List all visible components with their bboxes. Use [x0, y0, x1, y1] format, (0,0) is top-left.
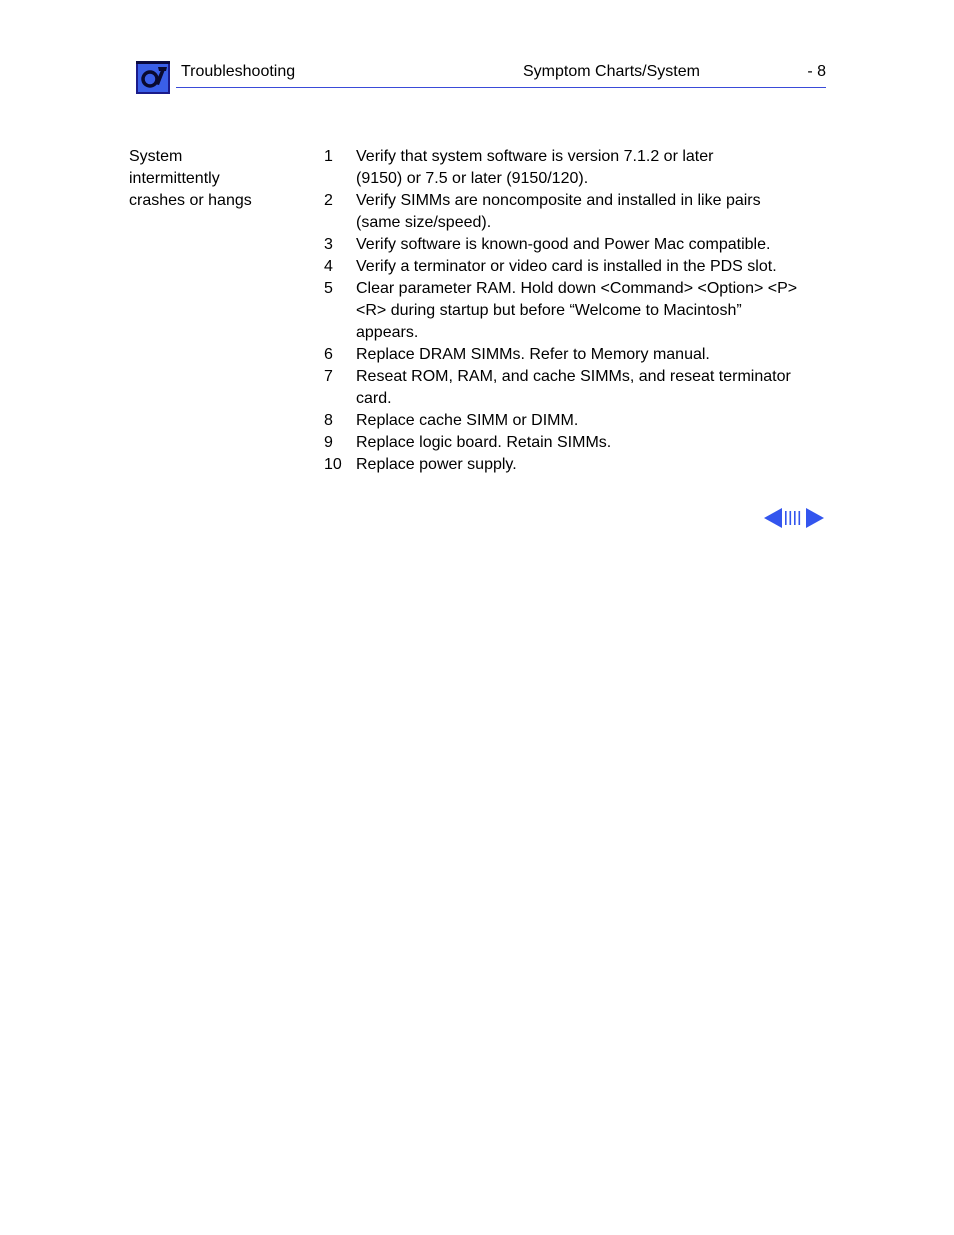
- step-number: 7: [324, 368, 333, 385]
- step-2: [324, 190, 834, 234]
- step-number: 3: [324, 236, 333, 253]
- triangle-left-icon[interactable]: [763, 507, 783, 529]
- step-9: [324, 432, 834, 454]
- step-text: Clear parameter RAM. Hold down <Command> <Option> <P> <R> during startup but before “Welcome to Macintosh” appears.: [356, 280, 798, 341]
- section-title: Troubleshooting: [181, 63, 296, 80]
- step-number: 2: [324, 192, 333, 209]
- step-text: Reseat ROM, RAM, and cache SIMMs, and reseat terminator card.: [356, 368, 791, 407]
- page-number: - 8: [807, 63, 826, 80]
- step-6: [324, 344, 834, 366]
- step-10: [324, 454, 834, 476]
- header-rule: [176, 87, 826, 88]
- step-3: [324, 234, 834, 256]
- step-number: 1: [324, 148, 333, 165]
- step-1: [324, 146, 834, 190]
- chapter-title: Symptom Charts/System: [523, 63, 700, 80]
- step-text: Replace power supply.: [356, 456, 517, 473]
- step-4: [324, 256, 834, 278]
- step-8: [324, 410, 834, 432]
- step-number: 8: [324, 412, 333, 429]
- step-7: [324, 366, 834, 410]
- page-navigation: [763, 507, 825, 529]
- symptom-label: System intermittently crashes or hangs: [129, 148, 252, 209]
- step-number: 4: [324, 258, 333, 275]
- step-text: Verify software is known-good and Power Mac compatible.: [356, 236, 771, 253]
- step-text: Verify that system software is version 7.1.2 or later (9150) or 7.5 or later (9150/120).: [356, 148, 714, 187]
- step-5: [324, 278, 834, 344]
- step-number: 5: [324, 280, 333, 297]
- step-number: 10: [324, 456, 342, 473]
- apple-service-wrench-icon: [134, 58, 172, 96]
- step-text: Replace logic board. Retain SIMMs.: [356, 434, 612, 451]
- step-number: 9: [324, 434, 333, 451]
- vertical-bars-icon[interactable]: [784, 507, 803, 529]
- step-text: Verify SIMMs are noncomposite and installed in like pairs (same size/speed).: [356, 192, 761, 231]
- solution-steps: [324, 146, 834, 476]
- page-header: [134, 58, 826, 96]
- step-text: Verify a terminator or video card is installed in the PDS slot.: [356, 258, 777, 275]
- step-text: Replace DRAM SIMMs. Refer to Memory manual.: [356, 346, 710, 363]
- step-text: Replace cache SIMM or DIMM.: [356, 412, 579, 429]
- step-number: 6: [324, 346, 333, 363]
- triangle-right-icon[interactable]: [805, 507, 825, 529]
